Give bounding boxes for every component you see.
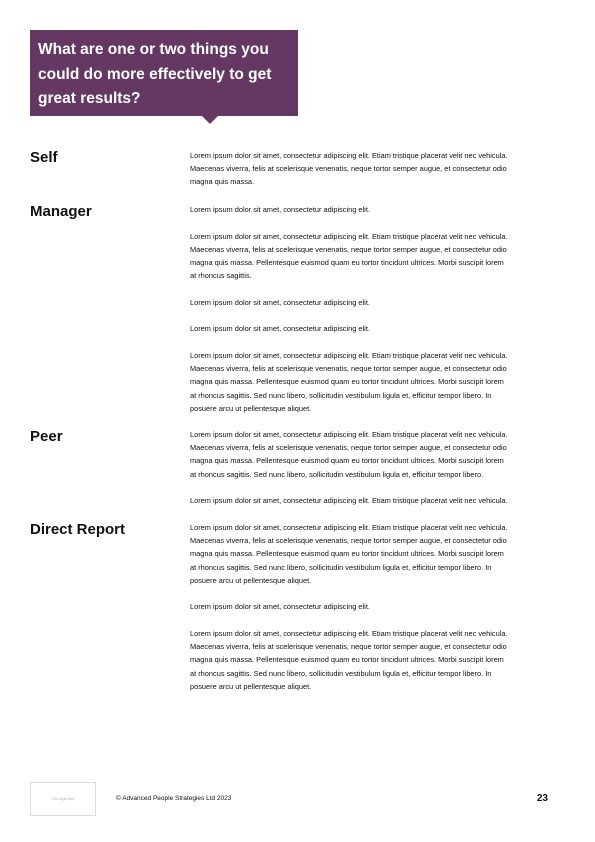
comment: Lorem ipsum dolor sit amet, consectetur adipiscing elit. Etiam tristique placerat velit nec vehicula. Maecenas viverra, felis at scelerisque venenatis, neque tortor semper augue, et consectetur odio magna quis massa. Pellentesque euismod quam eu tortor tincidunt ultrices. Morbi suscipit lorem at rhoncus sagittis. Sed nunc libero, sollicitudin vestibulum ligula et, efficitur tempor libero.: [190, 430, 508, 479]
comments-list: [190, 203, 570, 428]
question-heading: What are one or two things you could do more effectively to get great results?: [38, 41, 272, 107]
callout-pointer: [202, 116, 218, 124]
comments-list: [190, 149, 570, 202]
comment: Lorem ipsum dolor sit amet, consectetur adipiscing elit.: [190, 602, 370, 612]
comments-list: [190, 428, 570, 521]
role-heading: Peer: [30, 428, 63, 445]
comment: Lorem ipsum dolor sit amet, consectetur adipiscing elit. Etiam tristique placerat velit nec vehicula. Maecenas viverra, felis at scelerisque venenatis, neque tortor semper augue, et consectetur odio magna quis massa.: [190, 151, 508, 187]
page-number: 23: [536, 793, 548, 804]
role-heading: Manager: [30, 203, 92, 220]
comment: Lorem ipsum dolor sit amet, consectetur adipiscing elit. Etiam tristique placerat velit nec vehicula. Maecenas viverra, felis at scelerisque venenatis, neque tortor semper augue, et consectetur odio magna quis massa. Pellentesque euismod quam eu tortor tincidunt ultrices. Morbi suscipit lorem at rhoncus sagittis. Sed nunc libero, sollicitudin vestibulum ligula et, efficitur tempor libero. In posuere arcu ut pellentesque aliquet.: [190, 629, 508, 691]
comment: Lorem ipsum dolor sit amet, consectetur adipiscing elit. Etiam tristique placerat velit nec vehicula. Maecenas viverra, felis at scelerisque venenatis, neque tortor semper augue, et consectetur odio magna quis massa. Pellentesque euismod quam eu tortor tincidunt ultrices. Morbi suscipit lorem at rhoncus sagittis.: [190, 231, 508, 281]
question-callout: [30, 30, 298, 116]
comments-list: [190, 521, 570, 706]
comment: Lorem ipsum dolor sit amet, consectetur adipiscing elit.: [190, 324, 370, 334]
comment: Lorem ipsum dolor sit amet, consectetur adipiscing elit. Etiam tristique placerat velit nec vehicula. Maecenas viverra, felis at scelerisque venenatis, neque tortor semper augue, et consectetur odio magna quis massa. Pellentesque euismod quam eu tortor tincidunt ultrices. Morbi suscipit lorem at rhoncus sagittis. Sed nunc libero, sollicitudin vestibulum ligula et, efficitur tempor libero. In posuere arcu ut pellentesque aliquet.: [190, 350, 508, 413]
comment: Lorem ipsum dolor sit amet, consectetur adipiscing elit.: [190, 205, 370, 214]
role-heading: Direct Report: [30, 521, 126, 538]
role-heading: Self: [30, 149, 58, 166]
logo-placeholder: [30, 782, 96, 816]
copyright-notice: © Advanced People Strategies Ltd 2023: [116, 795, 232, 802]
comment: Lorem ipsum dolor sit amet, consectetur adipiscing elit.: [190, 297, 370, 307]
comment: Lorem ipsum dolor sit amet, consectetur adipiscing elit. Etiam tristique placerat velit nec vehicula.: [190, 496, 508, 506]
logo-placeholder-text: Your logo here: [51, 797, 75, 801]
comment: Lorem ipsum dolor sit amet, consectetur adipiscing elit. Etiam tristique placerat velit nec vehicula. Maecenas viverra, felis at scelerisque venenatis, neque tortor semper augue, et consectetur odio magna quis massa. Pellentesque euismod quam eu tortor tincidunt ultrices. Morbi suscipit lorem at rhoncus sagittis. Sed nunc libero, sollicitudin vestibulum ligula et, efficitur tempor libero. In posuere arcu ut pellentesque aliquet.: [190, 523, 508, 585]
